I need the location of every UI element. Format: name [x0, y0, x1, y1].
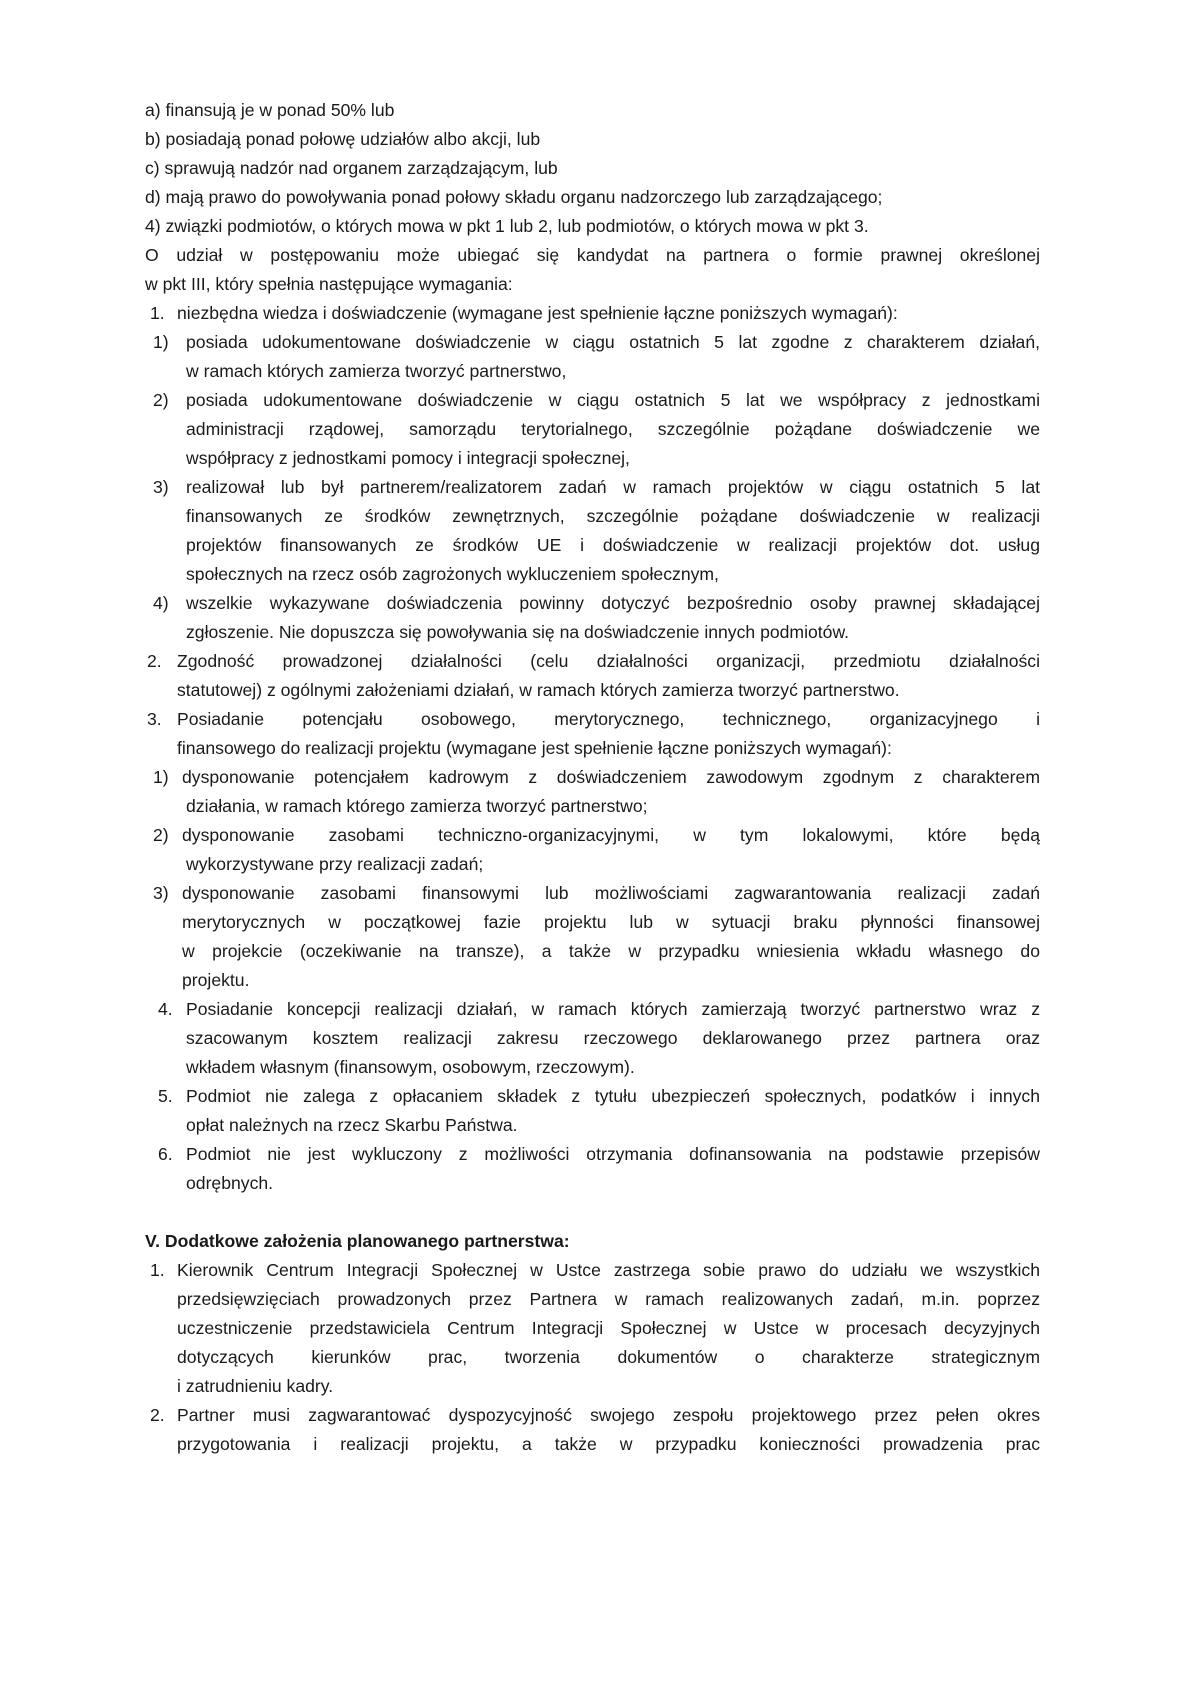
list-number: 2)	[153, 825, 169, 845]
text-line: Partner musi zagwarantować dyspozycyjność swojego zespołu projektowego przez pełen okres	[177, 1405, 1040, 1425]
text-line: a) finansują je w ponad 50% lub	[145, 100, 395, 120]
text-line: szacowanym kosztem realizacji zakresu rzeczowego deklarowanego przez partnera oraz	[186, 1028, 1040, 1048]
text-line: dotyczących kierunków prac, tworzenia dokumentów o charakterze strategicznym	[177, 1347, 1040, 1367]
text-line: c) sprawują nadzór nad organem zarządzającym, lub	[145, 158, 558, 178]
text-line: O udział w postępowaniu może ubiegać się kandydat na partnera o formie prawnej określonej	[145, 245, 1040, 265]
text-line: odrębnych.	[186, 1173, 274, 1193]
text-line: w ramach których zamierza tworzyć partnerstwo,	[186, 361, 567, 381]
text-line: dysponowanie zasobami finansowymi lub możliwościami zagwarantowania realizacji zadań	[182, 883, 1040, 903]
list-number: 3.	[147, 709, 162, 729]
text-line: wykorzystywane przy realizacji zadań;	[186, 854, 484, 874]
text-line: społecznych na rzecz osób zagrożonych wykluczeniem społecznym,	[186, 564, 719, 584]
text-line: realizował lub był partnerem/realizatorem zadań w ramach projektów w ciągu ostatnich 5 lat	[186, 477, 1040, 497]
text-line: posiada udokumentowane doświadczenie w ciągu ostatnich 5 lat we współpracy z jednostkami	[186, 390, 1040, 410]
list-number: 1.	[150, 303, 165, 323]
text-line: przygotowania i realizacji projektu, a także w przypadku konieczności prowadzenia prac	[177, 1434, 1040, 1454]
text-line: i zatrudnieniu kadry.	[177, 1376, 334, 1396]
text-line: projektu.	[182, 970, 250, 990]
list-number: 1)	[153, 767, 169, 787]
text-line: 4) związki podmiotów, o których mowa w pkt 1 lub 2, lub podmiotów, o których mowa w pkt 3.	[145, 216, 869, 236]
text-line: wszelkie wykazywane doświadczenia powinny dotyczyć bezpośrednio osoby prawnej składającej	[186, 593, 1040, 613]
text-line: Posiadanie potencjału osobowego, merytorycznego, technicznego, organizacyjnego i	[177, 709, 1040, 729]
text-line: Podmiot nie zalega z opłacaniem składek z tytułu ubezpieczeń społecznych, podatków i innych	[186, 1086, 1040, 1106]
text-line: uczestniczenie przedstawiciela Centrum Integracji Społecznej w Ustce w procesach decyzyjnych	[177, 1318, 1040, 1338]
text-line: przedsięwzięciach prowadzonych przez Partnera w ramach realizowanych zadań, m.in. poprzez	[177, 1289, 1040, 1309]
text-line: administracji rządowej, samorządu terytorialnego, szczególnie pożądane doświadczenie we	[186, 419, 1040, 439]
list-number: 1)	[153, 332, 169, 352]
text-line: dysponowanie zasobami techniczno-organizacyjnymi, w tym lokalowymi, które będą	[182, 825, 1040, 845]
list-number: 6.	[158, 1144, 173, 1164]
text-line: dysponowanie potencjałem kadrowym z doświadczeniem zawodowym zgodnym z charakterem	[182, 767, 1040, 787]
list-number: 3)	[153, 477, 169, 497]
text-line: Zgodność prowadzonej działalności (celu działalności organizacji, przedmiotu działalności	[177, 651, 1040, 671]
text-line: finansowanych ze środków zewnętrznych, szczególnie pożądane doświadczenie w realizacji	[186, 506, 1040, 526]
list-number: 2.	[150, 1405, 165, 1425]
text-line: statutowej) z ogólnymi założeniami działań, w ramach których zamierza tworzyć partnerstwo.	[177, 680, 900, 700]
text-line: zgłoszenie. Nie dopuszcza się powoływania się na doświadczenie innych podmiotów.	[186, 622, 850, 642]
list-number: 1.	[150, 1260, 165, 1280]
text-line: Posiadanie koncepcji realizacji działań, w ramach których zamierzają tworzyć partnerstwo wraz z	[186, 999, 1040, 1019]
list-number: 2.	[147, 651, 162, 671]
text-line: Kierownik Centrum Integracji Społecznej w Ustce zastrzega sobie prawo do udziału we wszystkich	[177, 1260, 1040, 1280]
text-line: Podmiot nie jest wykluczony z możliwości otrzymania dofinansowania na podstawie przepisów	[186, 1144, 1040, 1164]
text-line: wkładem własnym (finansowym, osobowym, rzeczowym).	[186, 1057, 635, 1077]
list-number: 4.	[158, 999, 173, 1019]
text-line: niezbędna wiedza i doświadczenie (wymagane jest spełnienie łączne poniższych wymagań):	[177, 303, 898, 323]
text-line: współpracy z jednostkami pomocy i integracji społecznej,	[186, 448, 630, 468]
text-line: w projekcie (oczekiwanie na transze), a także w przypadku wniesienia wkładu własnego do	[182, 941, 1040, 961]
text-line: działania, w ramach którego zamierza tworzyć partnerstwo;	[186, 796, 648, 816]
text-line: posiada udokumentowane doświadczenie w ciągu ostatnich 5 lat zgodne z charakterem działań,	[186, 332, 1040, 352]
text-line: merytorycznych w początkowej fazie projektu lub w sytuacji braku płynności finansowej	[182, 912, 1040, 932]
section-heading: V. Dodatkowe założenia planowanego partnerstwa:	[145, 1231, 570, 1251]
list-number: 2)	[153, 390, 169, 410]
list-number: 4)	[153, 593, 169, 613]
text-line: opłat należnych na rzecz Skarbu Państwa.	[186, 1115, 518, 1135]
text-line: projektów finansowanych ze środków UE i doświadczenie w realizacji projektów dot. usług	[186, 535, 1040, 555]
list-number: 3)	[153, 883, 169, 903]
text-line: d) mają prawo do powoływania ponad połowy składu organu nadzorczego lub zarządzającego;	[145, 187, 883, 207]
text-line: finansowego do realizacji projektu (wymagane jest spełnienie łączne poniższych wymagań):	[177, 738, 892, 758]
text-line: w pkt III, który spełnia następujące wymagania:	[145, 274, 513, 294]
text-line: b) posiadają ponad połowę udziałów albo akcji, lub	[145, 129, 541, 149]
list-number: 5.	[158, 1086, 173, 1106]
